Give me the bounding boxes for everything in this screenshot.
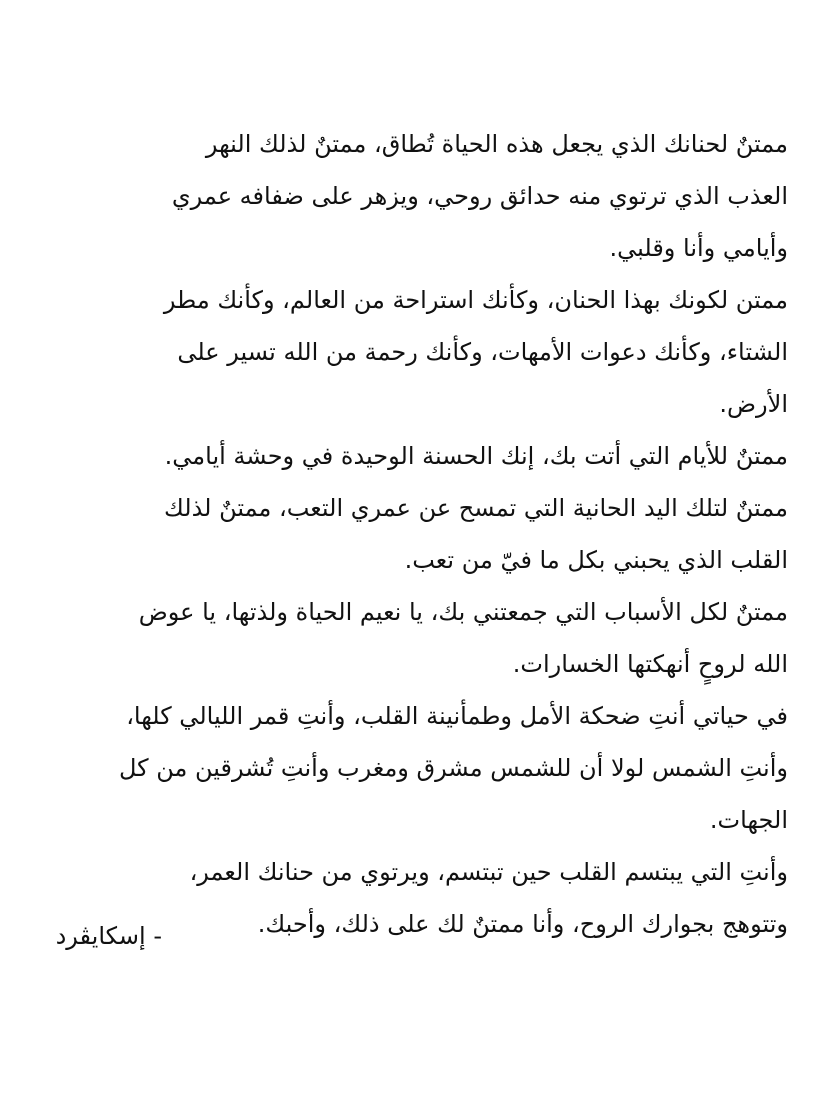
signature: - إسكايڤرد — [55, 922, 162, 950]
text-line: وتتوهج بجوارك الروح، وأنا ممتنٌ لك على ذلك، وأحبك. — [257, 910, 788, 938]
text-line: ممتنٌ لتلك اليد الحانية التي تمسح عن عمري التعب، ممتنٌ لذلك — [164, 494, 788, 522]
text-line: الشتاء، وكأنك دعوات الأمهات، وكأنك رحمة من الله تسير على — [177, 338, 788, 366]
text-line: الله لروحٍ أنهكتها الخسارات. — [512, 650, 788, 678]
text-line: ممتن لكونك بهذا الحنان، وكأنك استراحة من العالم، وكأنك مطر — [163, 286, 788, 314]
text-line: وأنتِ الشمس لولا أن للشمس مشرق ومغرب وأنتِ تُشرقين من كل — [118, 754, 788, 782]
text-line: ممتنٌ لحنانك الذي يجعل هذه الحياة تُطاق، ممتنٌ لذلك النهر — [205, 130, 788, 158]
text-line: الجهات. — [709, 806, 788, 834]
text-line: في حياتي أنتِ ضحكة الأمل وطمأنينة القلب، وأنتِ قمر الليالي كلها، — [126, 702, 788, 730]
text-line: وأنتِ التي يبتسم القلب حين تبتسم، ويرتوي من حنانك العمر، — [189, 858, 788, 886]
text-line: وأيامي وأنا وقلبي. — [609, 234, 788, 262]
letter-text — [40, 118, 788, 950]
text-line: العذب الذي ترتوي منه حدائق روحي، ويزهر على ضفافه عمري — [171, 182, 788, 210]
text-line: ممتنٌ لكل الأسباب التي جمعتني بك، يا نعيم الحياة ولذتها، يا عوض — [138, 598, 788, 626]
text-line: الأرض. — [719, 390, 788, 418]
text-line: ممتنٌ للأيام التي أتت بك، إنك الحسنة الوحيدة في وحشة أيامي. — [164, 442, 788, 470]
text-line: القلب الذي يحبني بكل ما فيّ من تعب. — [404, 546, 788, 574]
